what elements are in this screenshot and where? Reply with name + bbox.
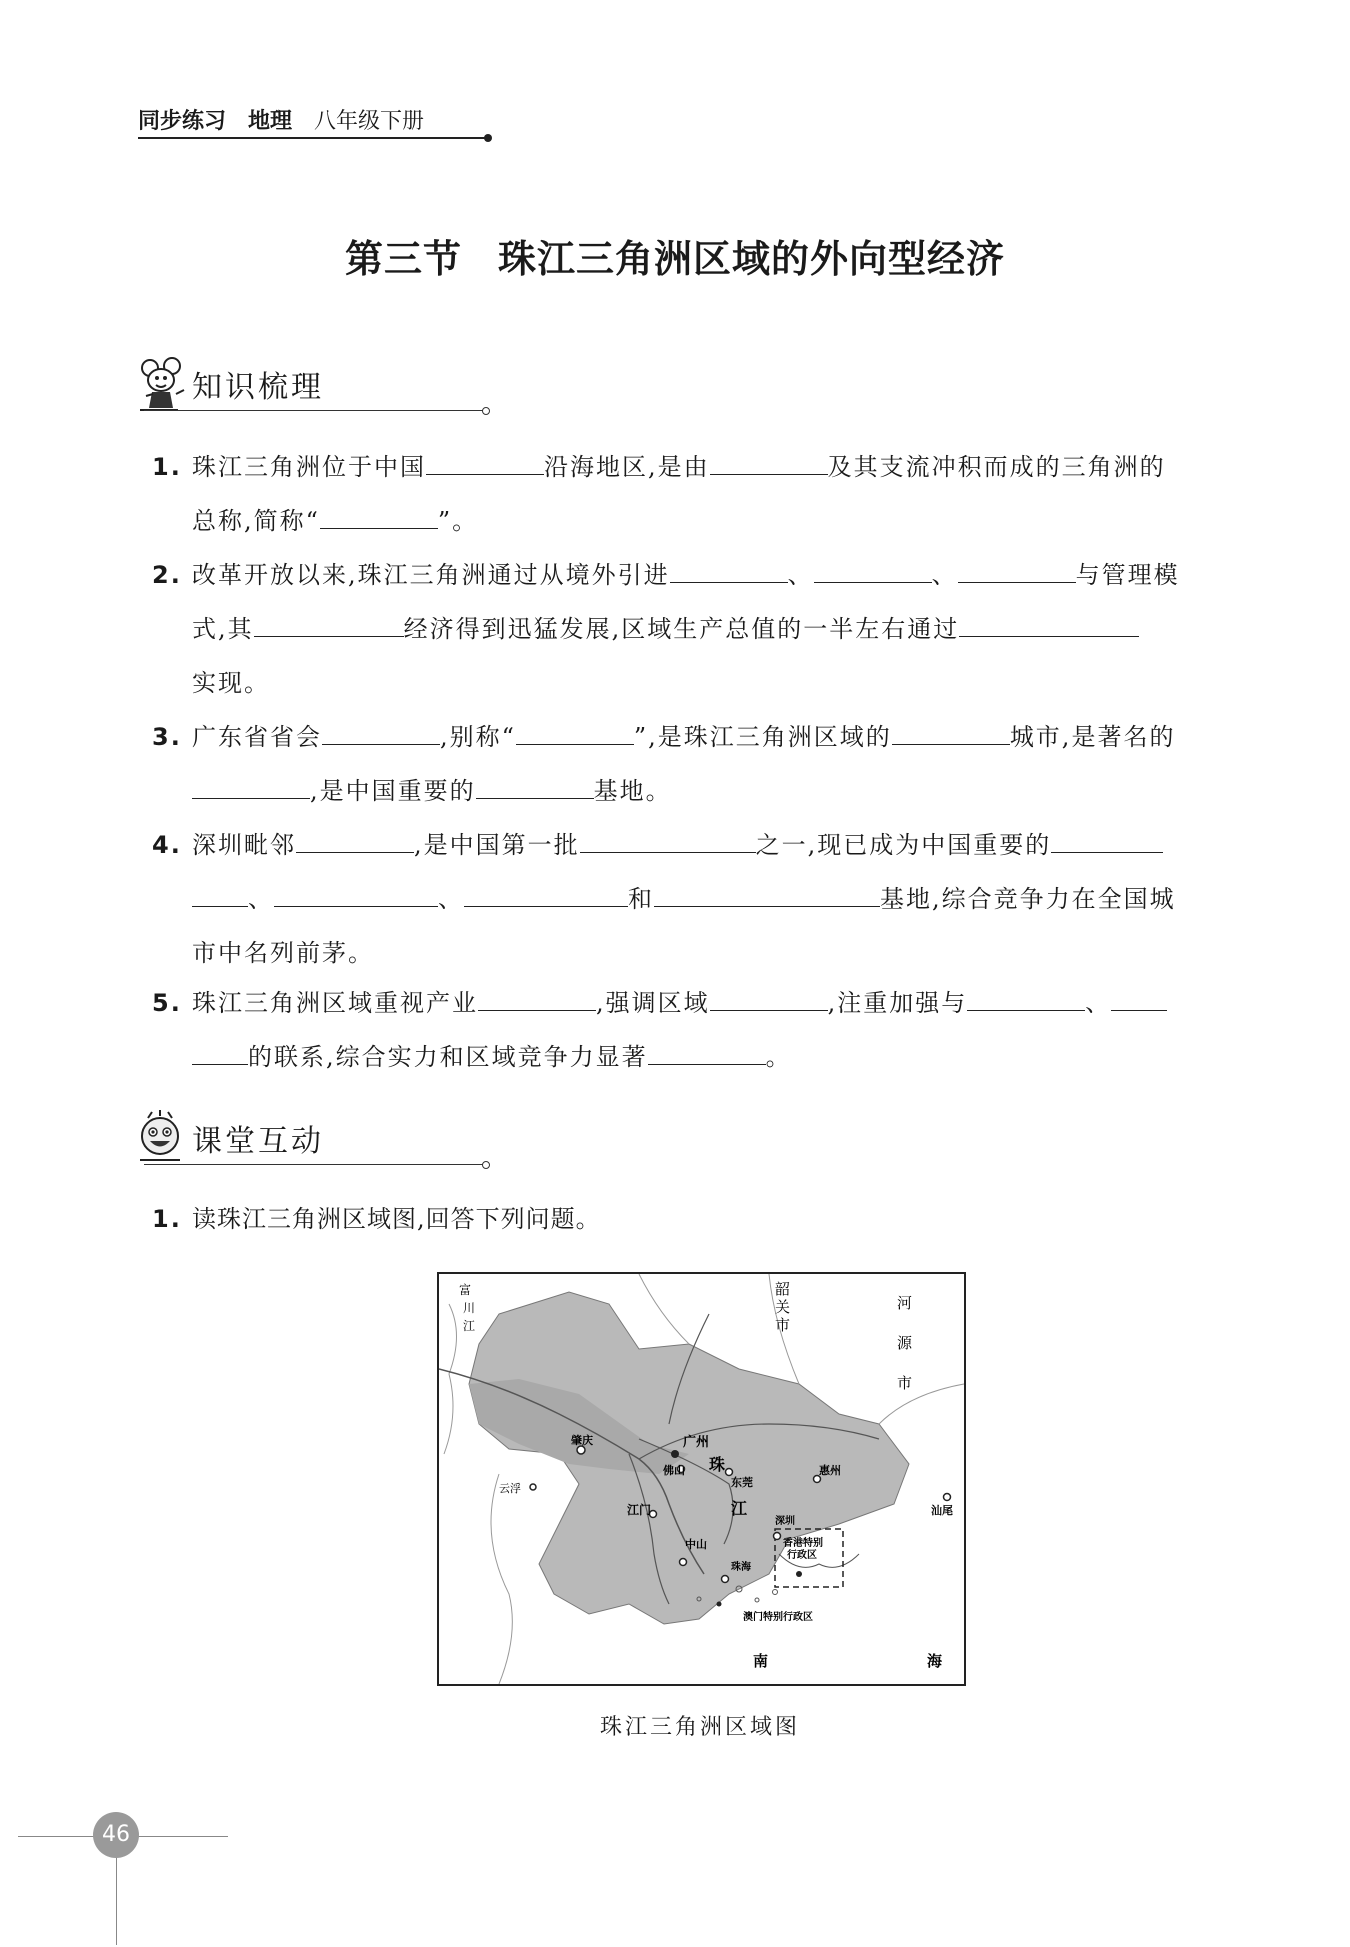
question-number: 2.: [152, 561, 182, 589]
question-text: 、: [1085, 989, 1112, 1017]
section-classroom-rule: [144, 1164, 484, 1165]
map-label-shenzhen: 深圳: [775, 1516, 795, 1527]
map-label-guangzhou: 广州: [683, 1435, 710, 1450]
page-number: 46: [93, 1812, 139, 1858]
question-text: 与管理模: [1075, 561, 1180, 589]
question-text: 、: [248, 885, 274, 913]
map-caption: 珠江三角洲区域图: [599, 1715, 800, 1740]
answer-blank[interactable]: [648, 1034, 766, 1065]
answer-blank[interactable]: [254, 606, 404, 637]
question-text: 及其支流冲积而成的三角洲的: [827, 453, 1166, 481]
answer-blank[interactable]: [959, 606, 1139, 637]
map-label-zhu: 珠: [709, 1455, 726, 1474]
question-text: 、: [438, 885, 464, 913]
question-text: 改革开放以来,珠江三角洲通过从境外引进: [192, 561, 670, 589]
answer-blank[interactable]: [322, 714, 440, 745]
question-number: 1.: [152, 1205, 182, 1233]
smiling-mascot-icon: [138, 1110, 192, 1166]
header-subject: 地理: [248, 109, 293, 134]
knowledge-question-3: [152, 710, 1232, 820]
answer-blank[interactable]: [967, 980, 1085, 1011]
map-label-hai: 海: [927, 1652, 943, 1670]
map-label-fuchuan: 川: [463, 1301, 476, 1315]
question-text: ,别称“: [440, 723, 516, 751]
answer-blank[interactable]: [476, 768, 594, 799]
map-label-heyuan: 源: [897, 1334, 913, 1352]
title-topic: 珠江三角洲区域的外向型经济: [498, 236, 1006, 281]
map-label-yunfu: 云浮: [499, 1482, 521, 1495]
question-text: 之一,现已成为中国重要的: [755, 831, 1052, 859]
question-text: 总称,简称“: [192, 507, 320, 535]
map-label-huizhou: 惠州: [819, 1464, 841, 1477]
answer-blank[interactable]: [192, 876, 248, 907]
answer-blank[interactable]: [320, 498, 438, 529]
map-label-zhuhai: 珠海: [731, 1562, 751, 1573]
question-text: 和: [628, 885, 654, 913]
question-text: 珠江三角洲位于中国: [192, 453, 426, 481]
map-label-heyuan: 河: [897, 1294, 913, 1312]
section-knowledge-rule: [144, 410, 484, 411]
question-text: 城市,是著名的: [1009, 723, 1176, 751]
header-rule: [138, 137, 488, 139]
answer-blank[interactable]: [670, 552, 788, 583]
answer-blank[interactable]: [274, 876, 438, 907]
knowledge-question-1: [152, 440, 1232, 550]
answer-blank[interactable]: [814, 552, 932, 583]
map-label-fuchuan: 江: [463, 1319, 476, 1333]
map-canvas: [439, 1274, 964, 1684]
answer-blank[interactable]: [710, 444, 828, 475]
question-text: 的联系,综合实力和区域竞争力显著: [248, 1043, 648, 1071]
answer-blank[interactable]: [710, 980, 828, 1011]
map-label-heyuan: 市: [897, 1374, 913, 1392]
running-header: [138, 104, 424, 135]
knowledge-question-4: [152, 818, 1232, 982]
question-text: 、: [931, 561, 958, 589]
question-text: 、: [787, 561, 814, 589]
question-number: 1.: [152, 453, 182, 481]
map-label-zhongshan: 中山: [685, 1538, 707, 1551]
header-rule-dot: [484, 134, 492, 142]
question-text: 广东省省会: [192, 723, 322, 751]
answer-blank[interactable]: [1051, 822, 1163, 853]
map-label-fuchuan: 富: [459, 1283, 472, 1297]
question-text: 读珠江三角洲区域图,回答下列问题。: [192, 1205, 601, 1233]
header-series: 同步练习: [138, 109, 227, 134]
section-classroom-rule-dot: [482, 1161, 490, 1169]
question-text: 式,其: [192, 615, 254, 643]
question-number: 4.: [152, 831, 182, 859]
section-classroom-label: 课堂互动: [192, 1124, 324, 1159]
knowledge-question-2: [152, 548, 1232, 712]
map-label-macau: 澳门特别行政区: [743, 1612, 813, 1623]
map-label-foshan: 佛山: [663, 1464, 685, 1477]
knowledge-question-5: [152, 976, 1232, 1086]
map-label-hongkong: 行政区: [787, 1550, 817, 1561]
question-text: 。: [765, 1043, 792, 1071]
answer-blank[interactable]: [654, 876, 880, 907]
question-text: ,注重加强与: [827, 989, 968, 1017]
pearl-river-delta-map: [437, 1272, 966, 1686]
map-label-dongguan: 东莞: [731, 1476, 753, 1489]
question-text: 基地。: [593, 777, 672, 805]
answer-blank[interactable]: [426, 444, 544, 475]
section-knowledge-rule-dot: [482, 407, 490, 415]
answer-blank[interactable]: [192, 1034, 248, 1065]
answer-blank[interactable]: [296, 822, 414, 853]
question-text: 实现。: [192, 669, 270, 697]
question-number: 5.: [152, 989, 182, 1017]
map-label-shanwei: 汕尾: [931, 1504, 953, 1517]
question-text: ”。: [437, 507, 479, 535]
map-label-jiangmen: 江门: [627, 1503, 652, 1517]
section-knowledge-label: 知识梳理: [192, 370, 324, 405]
mouse-mascot-icon: [138, 356, 192, 412]
answer-blank[interactable]: [958, 552, 1076, 583]
map-label-shaoguan: 关: [775, 1298, 791, 1316]
map-label-hongkong: 香港特别: [783, 1538, 823, 1549]
answer-blank[interactable]: [464, 876, 628, 907]
map-label-zhaoqing: 肇庆: [571, 1434, 593, 1447]
answer-blank[interactable]: [478, 980, 596, 1011]
header-grade: 八年级下册: [314, 109, 425, 134]
answer-blank[interactable]: [1111, 980, 1167, 1011]
answer-blank[interactable]: [892, 714, 1010, 745]
answer-blank[interactable]: [192, 768, 310, 799]
question-text: ”,是珠江三角洲区域的: [633, 723, 892, 751]
question-text: ,强调区域: [596, 989, 710, 1017]
classroom-question-1: [152, 1192, 1232, 1246]
question-text: 经济得到迅猛发展,区域生产总值的一半左右通过: [403, 615, 960, 643]
question-text: ,是中国第一批: [414, 831, 580, 859]
question-text: 市中名列前茅。: [192, 939, 374, 967]
map-label-jiang: 江: [731, 1499, 748, 1518]
question-text: 深圳毗邻: [192, 831, 296, 859]
map-label-shaoguan: 市: [775, 1316, 791, 1334]
title-section: 第三节: [344, 236, 462, 281]
map-label-shaoguan: 韶: [775, 1280, 791, 1298]
question-text: 基地,综合竞争力在全国城: [880, 885, 1176, 913]
map-label-nan: 南: [753, 1652, 769, 1670]
page-title: [0, 228, 1350, 283]
question-number: 3.: [152, 723, 182, 751]
answer-blank[interactable]: [580, 822, 756, 853]
question-text: 沿海地区,是由: [544, 453, 710, 481]
question-text: ,是中国重要的: [310, 777, 476, 805]
answer-blank[interactable]: [516, 714, 634, 745]
question-text: 珠江三角洲区域重视产业: [192, 989, 478, 1017]
